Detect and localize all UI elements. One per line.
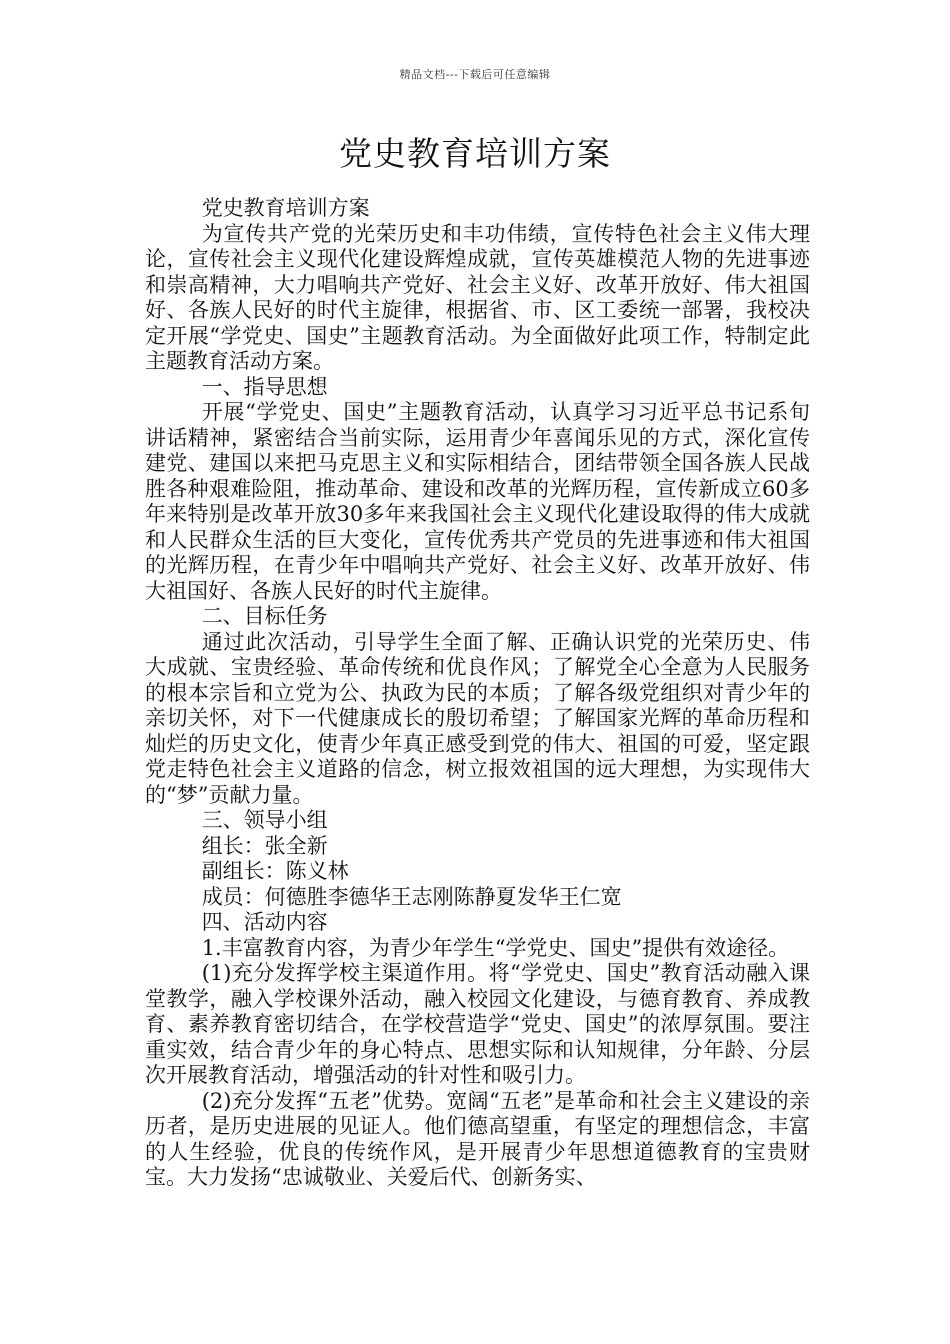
paragraph-activity-1-2: (2)充分发挥“五老”优势。宽阔“五老”是革命和社会主义建设的亲历者，是历史进展的见证人。他们德高望重，有坚定的理想信念，丰富的人生经验，优良的传统作风，是开展青少年思想道德教育的宝贵财宝。大力发扬“忠诚敬业、关爱后代、创新务实、	[145, 1088, 810, 1189]
section-heading-leadership: 三、领导小组	[201, 808, 328, 832]
section-heading-activities: 四、活动内容	[201, 910, 328, 934]
paragraph-activity-1-1: (1)充分发挥学校主渠道作用。将“学党史、国史”教育活动融入课堂教学，融入学校课外活动，融入校园文化建设，与德育教育、养成教育、素养教育密切结合，在学校营造学“党史、国史”的浓厚氛围。要注重实效，结合青少年的身心特点、思想实际和认知规律，分年龄、分层次开展教育活动，增强活动的针对性和吸引力。	[145, 961, 810, 1087]
members-line: 成员：何德胜李德华王志刚陈静夏发华王仁宽	[201, 884, 622, 909]
paragraph-intro: 为宣传共产党的光荣历史和丰功伟绩，宣传特色社会主义伟大理论，宣传社会主义现代化建设辉煌成就，宣传英雄模范人物的先进事迹和崇高精神，大力唱响共产党好、社会主义好、改革开放好、伟大祖国好、各族人民好的时代主旋律，根据省、市、区工委统一部署，我校决定开展“学党史、国史”主题教育活动。为全面做好此项工作，特制定此主题教育活动方案。	[145, 221, 810, 373]
document-title: 党史教育培训方案	[339, 134, 611, 173]
page-header: 精品文档---下载后可任意编辑	[399, 68, 551, 81]
leader-line: 组长：张全新	[201, 833, 328, 858]
document-body	[145, 196, 810, 1191]
section-heading-guiding-ideology: 一、指导思想	[201, 374, 328, 399]
paragraph-guiding-ideology: 开展“学党史、国史”主题教育活动，认真学习习近平总书记系旬讲话精神，紧密结合当前实际，运用青少年喜闻乐见的方式，深化宣传建党、建国以来把马克思主义和实际相结合，团结带领全国各族人民战胜各种艰难险阻，推动革命、建设和改革的光辉历程，宣传新成立60多年来特别是改革开放30多年来我国社会主义现代化建设取得的伟大成就和人民群众生活的巨大变化，宣传优秀共产党员的先进事迹和伟大祖国的光辉历程，在青少年中唱响共产党好、社会主义好、改革开放好、伟大祖国好、各族人民好的时代主旋律。	[145, 400, 810, 603]
section-heading-goals: 二、目标任务	[201, 604, 328, 628]
paragraph-activity-1: 1.丰富教育内容，为青少年学生“学党史、国史”提供有效途径。	[201, 935, 790, 960]
deputy-leader-line: 副组长：陈义林	[201, 859, 349, 883]
paragraph-goals: 通过此次活动，引导学生全面了解、正确认识党的光荣历史、伟大成就、宝贵经验、革命传统和优良作风；了解党全心全意为人民服务的根本宗旨和立党为公、执政为民的本质；了解各级党组织对青少年的亲切关怀，对下一代健康成长的殷切希望；了解国家光辉的革命历程和灿烂的历史文化，使青少年真正感受到党的伟大、祖国的可爱，坚定跟党走特色社会主义道路的信念，树立报效祖国的远大理想，为实现伟大的“梦”贡献力量。	[145, 629, 810, 807]
paragraph-subtitle: 党史教育培训方案	[201, 196, 370, 220]
